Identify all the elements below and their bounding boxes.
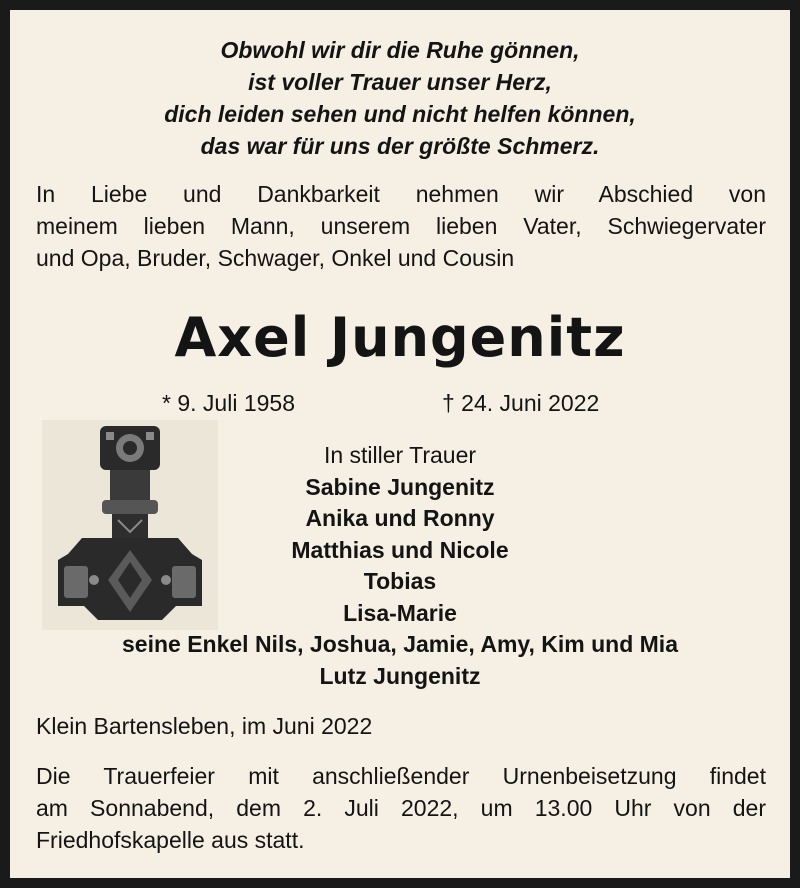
poem [10,34,790,162]
poem-line: dich leiden sehen und nicht helfen können, [164,101,636,127]
intro-line: und Opa, Bruder, Schwager, Onkel und Cousin [36,245,515,271]
mourner: Lisa-Marie [343,599,457,626]
poem-line: das war für uns der größte Schmerz. [200,133,600,159]
intro-line: In Liebe und Dankbarkeit nehmen wir Abschied von [36,181,766,207]
poem-line: Obwohl wir dir die Ruhe gönnen, [220,37,580,63]
mourning-intro: In stiller Trauer [323,442,477,468]
mourners-list [10,440,790,692]
birth-date: * 9. Juli 1958 [162,390,295,416]
intro-text [36,178,766,274]
obituary-card [10,10,790,878]
funeral-line: am Sonnabend, dem 2. Juli 2022, um 13.00 Uhr von der [36,795,766,821]
mourner: seine Enkel Nils, Joshua, Jamie, Amy, Kim und Mia [121,631,678,657]
mourner: Anika und Ronny [305,505,495,531]
funeral-line: Die Trauerfeier mit anschließender Urnenbeisetzung findet [36,763,766,789]
death-date: † 24. Juni 2022 [442,390,600,416]
deceased-name: Axel Jungenitz [174,306,626,369]
mourner: Matthias und Nicole [291,536,509,563]
funeral-info [36,760,766,856]
mourner: Sabine Jungenitz [305,473,495,500]
poem-line: ist voller Trauer unser Herz, [248,69,552,95]
mourner: Tobias [363,568,437,594]
funeral-line: Friedhofskapelle aus statt. [36,827,305,853]
intro-line: meinem lieben Mann, unserem lieben Vater, Schwiegervater [36,213,766,239]
mourner: Lutz Jungenitz [319,662,481,689]
place-date: Klein Bartensleben, im Juni 2022 [36,713,373,739]
